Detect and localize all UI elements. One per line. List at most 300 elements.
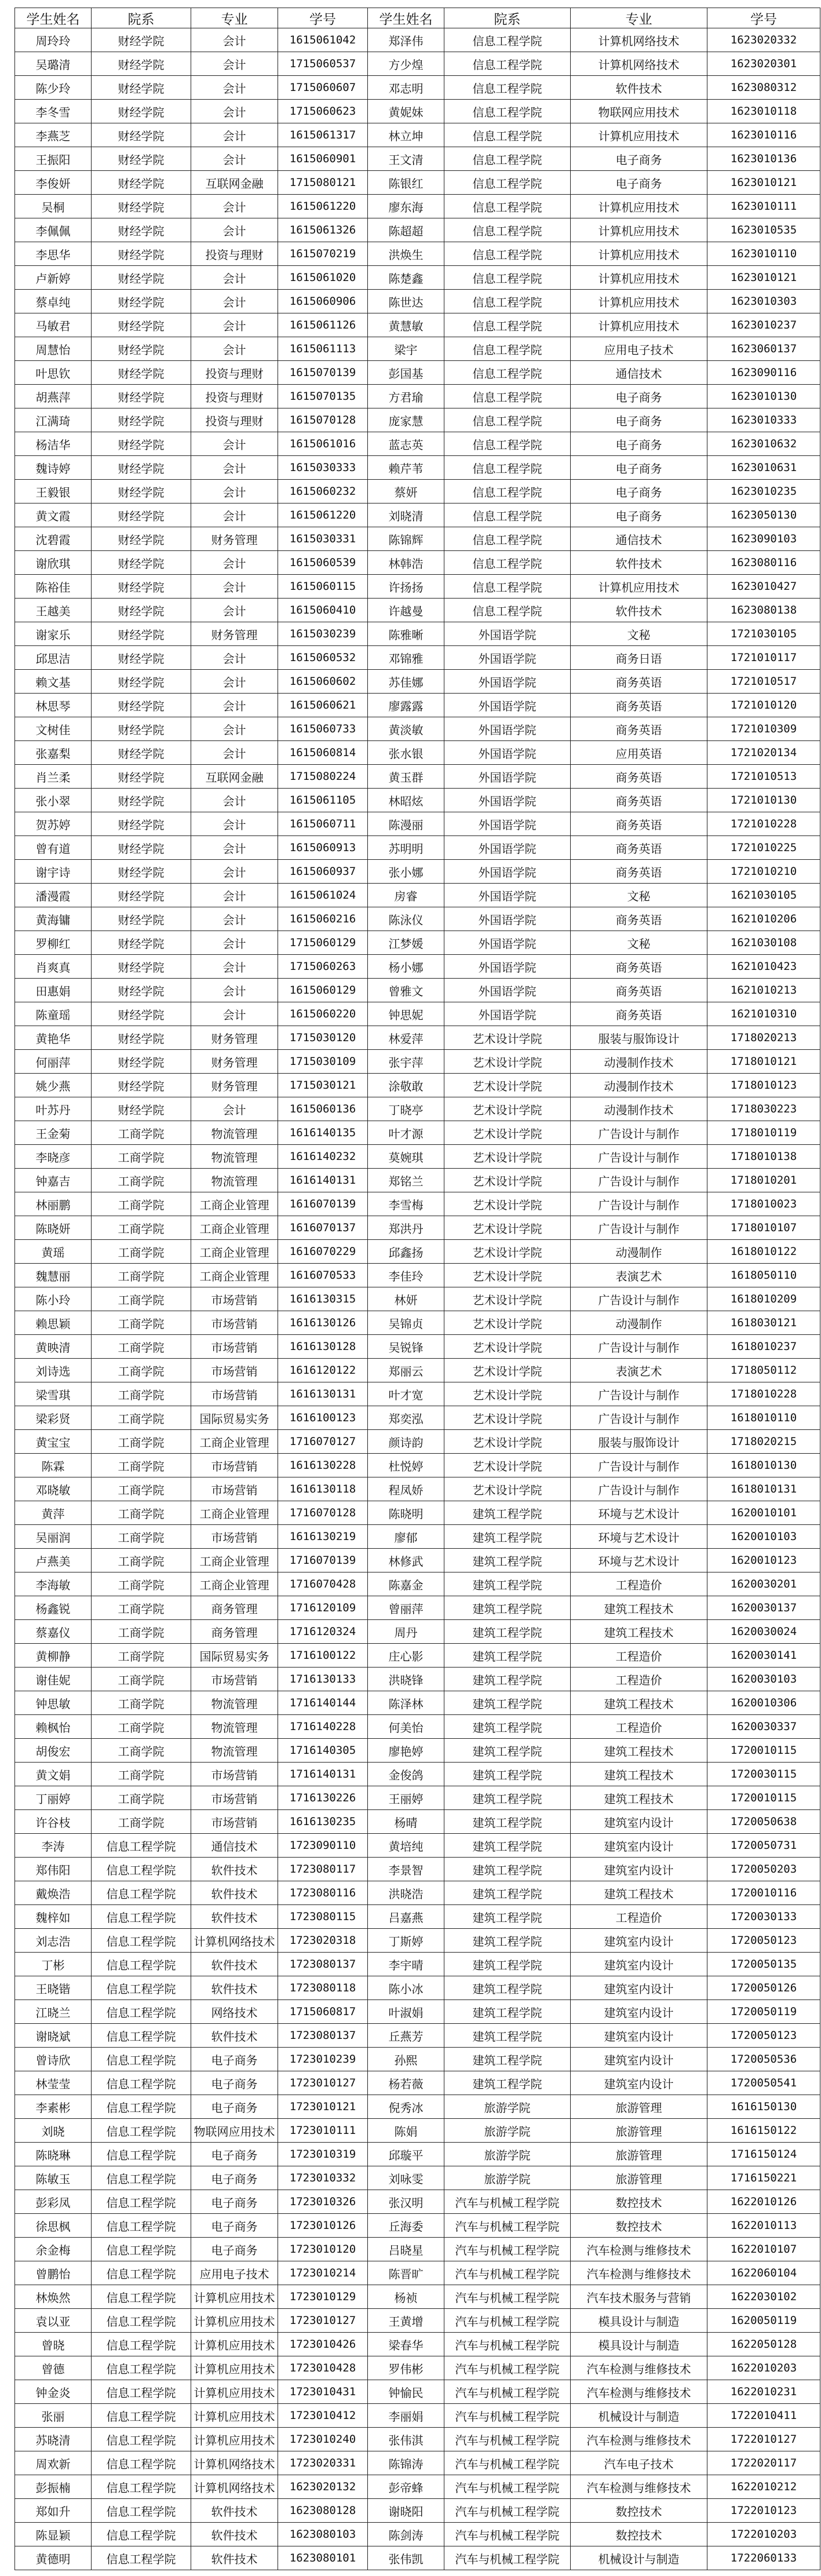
cell-major-left: 会计 (191, 907, 278, 931)
cell-student-id-left: 1723010111 (278, 2119, 368, 2143)
cell-major-left: 投资与理财 (191, 385, 278, 408)
cell-student-id-left: 1723010326 (278, 2190, 368, 2214)
cell-major-left: 商务管理 (191, 1596, 278, 1620)
cell-major-right: 商务英语 (571, 1002, 707, 1026)
cell-student-id-left: 1616130128 (278, 1335, 368, 1359)
cell-major-left: 计算机网络技术 (191, 2475, 278, 2499)
cell-student-id-right: 1623020332 (707, 28, 820, 52)
cell-department-left: 工商学院 (92, 1192, 191, 1216)
header-row (15, 8, 820, 28)
table-row (15, 361, 820, 385)
cell-major-left: 计算机网络技术 (191, 2451, 278, 2475)
cell-department-left: 信息工程学院 (92, 2190, 191, 2214)
table-row (15, 1596, 820, 1620)
cell-student-id-right: 1623010130 (707, 385, 820, 408)
cell-student-id-right: 1623010427 (707, 575, 820, 599)
cell-student-name-right: 黄妮妹 (368, 100, 444, 123)
cell-major-right: 数控技术 (571, 2190, 707, 2214)
cell-major-right: 表演艺术 (571, 1264, 707, 1287)
cell-student-id-left: 1615060913 (278, 836, 368, 860)
cell-department-left: 工商学院 (92, 1596, 191, 1620)
cell-major-right: 工程造价 (571, 1905, 707, 1929)
cell-department-left: 工商学院 (92, 1715, 191, 1739)
cell-major-right: 商务日语 (571, 646, 707, 670)
cell-department-right: 建筑工程学院 (444, 1644, 571, 1668)
cell-department-left: 信息工程学院 (92, 2309, 191, 2333)
table-row (15, 1834, 820, 1858)
cell-major-right: 旅游管理 (571, 2166, 707, 2190)
cell-student-name-left: 袁以亚 (15, 2309, 92, 2333)
table-row (15, 1216, 820, 1240)
table-row (15, 2428, 820, 2451)
cell-department-right: 外国语学院 (444, 860, 571, 884)
cell-department-right: 信息工程学院 (444, 456, 571, 480)
cell-department-right: 艺术设计学院 (444, 1192, 571, 1216)
cell-department-left: 财经学院 (92, 1026, 191, 1050)
table-row (15, 1454, 820, 1477)
cell-student-id-left: 1615070135 (278, 385, 368, 408)
cell-student-name-right: 陈超超 (368, 218, 444, 242)
cell-major-right: 动漫制作技术 (571, 1074, 707, 1097)
cell-student-name-right: 李丽娟 (368, 2404, 444, 2428)
header-student-name-left: 学生姓名 (15, 8, 92, 28)
cell-student-name-left: 余金梅 (15, 2238, 92, 2261)
cell-student-name-left: 沈碧霞 (15, 527, 92, 551)
table-row (15, 1739, 820, 1763)
cell-major-left: 市场营销 (191, 1786, 278, 1810)
cell-major-left: 计算机应用技术 (191, 2285, 278, 2309)
cell-student-name-left: 丁彬 (15, 1953, 92, 1976)
cell-student-id-right: 1623010121 (707, 266, 820, 290)
cell-student-id-left: 1616140232 (278, 1145, 368, 1169)
cell-student-name-left: 陈小玲 (15, 1287, 92, 1311)
cell-student-name-left: 曾晓 (15, 2333, 92, 2356)
cell-student-name-left: 陈少玲 (15, 76, 92, 100)
cell-major-right: 建筑室内设计 (571, 1810, 707, 1834)
cell-student-name-right: 陈楚鑫 (368, 266, 444, 290)
cell-student-name-left: 丁丽婷 (15, 1786, 92, 1810)
cell-department-left: 信息工程学院 (92, 2000, 191, 2024)
cell-student-name-left: 许谷枝 (15, 1810, 92, 1834)
cell-student-id-left: 1615060539 (278, 551, 368, 575)
cell-student-id-right: 1616150130 (707, 2095, 820, 2119)
cell-department-left: 信息工程学院 (92, 2499, 191, 2523)
table-row (15, 2071, 820, 2095)
table-row (15, 884, 820, 907)
cell-department-right: 建筑工程学院 (444, 1929, 571, 1953)
cell-student-id-left: 1723010120 (278, 2238, 368, 2261)
cell-major-right: 动漫制作技术 (571, 1050, 707, 1074)
header-major-right: 专业 (571, 8, 707, 28)
cell-department-left: 财经学院 (92, 1074, 191, 1097)
cell-department-left: 财经学院 (92, 717, 191, 741)
cell-major-right: 建筑工程技术 (571, 1881, 707, 1905)
cell-major-right: 数控技术 (571, 2523, 707, 2546)
cell-student-name-right: 苏明明 (368, 836, 444, 860)
cell-major-left: 电子商务 (191, 2071, 278, 2095)
cell-student-id-right: 1621030108 (707, 931, 820, 955)
cell-major-left: 会计 (191, 931, 278, 955)
cell-student-id-right: 1620010306 (707, 1691, 820, 1715)
cell-student-id-left: 1715060263 (278, 955, 368, 979)
cell-department-right: 建筑工程学院 (444, 1834, 571, 1858)
cell-major-right: 广告设计与制作 (571, 1382, 707, 1406)
table-row (15, 1192, 820, 1216)
cell-major-right: 文秘 (571, 931, 707, 955)
cell-department-right: 信息工程学院 (444, 147, 571, 171)
cell-major-left: 会计 (191, 313, 278, 337)
cell-major-left: 会计 (191, 195, 278, 218)
cell-department-left: 财经学院 (92, 812, 191, 836)
table-row (15, 1501, 820, 1525)
cell-student-id-left: 1615060136 (278, 1097, 368, 1121)
table-row (15, 979, 820, 1002)
cell-department-right: 建筑工程学院 (444, 1549, 571, 1572)
cell-student-id-left: 1616130131 (278, 1382, 368, 1406)
cell-department-right: 艺术设计学院 (444, 1145, 571, 1169)
cell-major-right: 商务英语 (571, 860, 707, 884)
cell-student-id-left: 1616130118 (278, 1477, 368, 1501)
cell-student-name-left: 王越美 (15, 599, 92, 622)
cell-major-right: 建筑工程技术 (571, 1763, 707, 1786)
table-row (15, 812, 820, 836)
cell-department-right: 外国语学院 (444, 931, 571, 955)
cell-major-right: 计算机网络技术 (571, 28, 707, 52)
cell-student-id-right: 1620030201 (707, 1572, 820, 1596)
cell-major-left: 会计 (191, 218, 278, 242)
cell-department-right: 信息工程学院 (444, 266, 571, 290)
table-row (15, 2404, 820, 2428)
cell-student-name-left: 蔡嘉仪 (15, 1620, 92, 1644)
cell-student-id-left: 1723090110 (278, 1834, 368, 1858)
cell-department-right: 建筑工程学院 (444, 1596, 571, 1620)
cell-student-name-right: 叶才源 (368, 1121, 444, 1145)
cell-major-left: 市场营销 (191, 1287, 278, 1311)
cell-student-id-left: 1723080137 (278, 2024, 368, 2048)
cell-department-right: 外国语学院 (444, 694, 571, 717)
cell-student-id-left: 1615061220 (278, 195, 368, 218)
cell-student-id-left: 1615060129 (278, 979, 368, 1002)
cell-student-name-left: 王毅银 (15, 480, 92, 503)
cell-student-name-right: 李宇晴 (368, 1953, 444, 1976)
cell-student-id-right: 1721010210 (707, 860, 820, 884)
cell-student-name-right: 林韩浩 (368, 551, 444, 575)
cell-department-right: 艺术设计学院 (444, 1264, 571, 1287)
cell-department-right: 艺术设计学院 (444, 1050, 571, 1074)
table-row (15, 1002, 820, 1026)
cell-student-name-right: 房睿 (368, 884, 444, 907)
cell-student-name-right: 彭帝蜂 (368, 2475, 444, 2499)
cell-student-name-left: 杨鑫锐 (15, 1596, 92, 1620)
cell-student-id-right: 1720030133 (707, 1905, 820, 1929)
cell-student-name-right: 杨晴 (368, 1810, 444, 1834)
cell-student-id-right: 1721030105 (707, 622, 820, 646)
cell-student-id-right: 1622010113 (707, 2214, 820, 2238)
cell-student-id-right: 1721020134 (707, 741, 820, 765)
cell-student-name-left: 田惠娟 (15, 979, 92, 1002)
cell-department-right: 建筑工程学院 (444, 1976, 571, 2000)
table-row (15, 2048, 820, 2071)
cell-student-name-right: 黄慧敏 (368, 313, 444, 337)
cell-department-right: 旅游学院 (444, 2095, 571, 2119)
cell-student-name-left: 曾德 (15, 2356, 92, 2380)
cell-department-left: 财经学院 (92, 741, 191, 765)
cell-student-id-right: 1722010123 (707, 2499, 820, 2523)
cell-department-left: 财经学院 (92, 884, 191, 907)
table-row (15, 694, 820, 717)
cell-student-name-left: 陈霖 (15, 1454, 92, 1477)
cell-student-name-right: 郑奕泓 (368, 1406, 444, 1430)
cell-major-left: 电子商务 (191, 2048, 278, 2071)
cell-major-left: 软件技术 (191, 2523, 278, 2546)
cell-department-left: 工商学院 (92, 1121, 191, 1145)
cell-department-left: 信息工程学院 (92, 1976, 191, 2000)
cell-student-name-left: 陈童瑶 (15, 1002, 92, 1026)
cell-department-right: 信息工程学院 (444, 313, 571, 337)
cell-major-left: 物流管理 (191, 1121, 278, 1145)
table-row (15, 741, 820, 765)
cell-student-name-left: 曾鹏怡 (15, 2261, 92, 2285)
cell-student-name-left: 林焕然 (15, 2285, 92, 2309)
cell-major-left: 互联网金融 (191, 171, 278, 195)
student-roster-table (14, 8, 820, 2570)
cell-department-left: 财经学院 (92, 955, 191, 979)
cell-student-name-right: 叶淑娟 (368, 2000, 444, 2024)
cell-student-name-right: 赖芹苇 (368, 456, 444, 480)
cell-major-left: 财务管理 (191, 527, 278, 551)
cell-student-name-right: 梁春华 (368, 2333, 444, 2356)
cell-student-id-right: 1718010023 (707, 1192, 820, 1216)
cell-department-left: 信息工程学院 (92, 1858, 191, 1881)
cell-major-left: 网络技术 (191, 2000, 278, 2024)
cell-department-left: 信息工程学院 (92, 2475, 191, 2499)
cell-student-name-right: 林昭炫 (368, 789, 444, 812)
cell-major-left: 会计 (191, 575, 278, 599)
cell-department-left: 工商学院 (92, 1668, 191, 1691)
cell-student-name-right: 丘海委 (368, 2214, 444, 2238)
cell-major-right: 计算机网络技术 (571, 52, 707, 76)
cell-student-name-right: 苏佳娜 (368, 670, 444, 694)
cell-department-left: 财经学院 (92, 385, 191, 408)
cell-student-id-left: 1615060532 (278, 646, 368, 670)
cell-student-name-right: 张伟淇 (368, 2428, 444, 2451)
cell-student-id-left: 1615070219 (278, 242, 368, 266)
cell-major-left: 会计 (191, 480, 278, 503)
cell-department-left: 财经学院 (92, 1097, 191, 1121)
cell-student-id-right: 1623010303 (707, 290, 820, 313)
cell-student-name-right: 陈雅晰 (368, 622, 444, 646)
cell-major-left: 软件技术 (191, 1881, 278, 1905)
table-row (15, 551, 820, 575)
cell-department-right: 汽车与机械工程学院 (444, 2428, 571, 2451)
cell-major-right: 软件技术 (571, 551, 707, 575)
table-row (15, 1145, 820, 1169)
cell-department-left: 工商学院 (92, 1264, 191, 1287)
cell-student-id-left: 1616130235 (278, 1810, 368, 1834)
cell-major-right: 建筑室内设计 (571, 2000, 707, 2024)
table-row (15, 955, 820, 979)
cell-major-right: 计算机应用技术 (571, 123, 707, 147)
cell-student-name-right: 何美怡 (368, 1715, 444, 1739)
table-row (15, 2214, 820, 2238)
cell-department-right: 建筑工程学院 (444, 1905, 571, 1929)
cell-student-id-right: 1620010123 (707, 1549, 820, 1572)
cell-student-id-left: 1616130228 (278, 1454, 368, 1477)
cell-student-id-left: 1616070229 (278, 1240, 368, 1264)
table-row (15, 100, 820, 123)
cell-student-name-right: 陈小冰 (368, 1976, 444, 2000)
cell-department-right: 艺术设计学院 (444, 1359, 571, 1382)
cell-student-id-right: 1618010209 (707, 1287, 820, 1311)
table-row (15, 1050, 820, 1074)
cell-major-right: 建筑室内设计 (571, 1834, 707, 1858)
cell-department-left: 财经学院 (92, 670, 191, 694)
cell-major-right: 电子商务 (571, 432, 707, 456)
cell-student-name-right: 张小娜 (368, 860, 444, 884)
cell-student-name-right: 李雪梅 (368, 1192, 444, 1216)
cell-student-name-right: 杨祯 (368, 2285, 444, 2309)
cell-student-id-left: 1716130133 (278, 1668, 368, 1691)
cell-major-right: 商务英语 (571, 955, 707, 979)
cell-department-left: 财经学院 (92, 432, 191, 456)
table-row (15, 1549, 820, 1572)
cell-student-name-right: 陈晓明 (368, 1501, 444, 1525)
cell-student-name-left: 李涛 (15, 1834, 92, 1858)
cell-department-right: 外国语学院 (444, 741, 571, 765)
cell-major-right: 商务英语 (571, 765, 707, 789)
cell-student-id-right: 1620030103 (707, 1668, 820, 1691)
cell-student-id-right: 1721010225 (707, 836, 820, 860)
cell-major-left: 会计 (191, 836, 278, 860)
cell-major-right: 模具设计与制造 (571, 2309, 707, 2333)
cell-student-name-left: 陈显颖 (15, 2523, 92, 2546)
cell-student-id-right: 1718010121 (707, 1050, 820, 1074)
cell-student-id-right: 1621010206 (707, 907, 820, 931)
cell-student-id-left: 1723010214 (278, 2261, 368, 2285)
cell-major-right: 计算机应用技术 (571, 266, 707, 290)
cell-department-right: 信息工程学院 (444, 290, 571, 313)
cell-student-name-right: 丘燕芳 (368, 2024, 444, 2048)
cell-department-left: 财经学院 (92, 52, 191, 76)
cell-major-right: 动漫制作 (571, 1240, 707, 1264)
cell-student-id-left: 1723010126 (278, 2214, 368, 2238)
cell-major-right: 商务英语 (571, 670, 707, 694)
table-row (15, 2309, 820, 2333)
table-row (15, 1929, 820, 1953)
table-row (15, 171, 820, 195)
cell-major-left: 电子商务 (191, 2238, 278, 2261)
cell-major-left: 会计 (191, 290, 278, 313)
cell-student-name-right: 刘咏雯 (368, 2166, 444, 2190)
cell-student-name-left: 杨洁华 (15, 432, 92, 456)
cell-major-left: 电子商务 (191, 2143, 278, 2166)
header-department-left: 院系 (92, 8, 191, 28)
cell-student-id-left: 1616130126 (278, 1311, 368, 1335)
cell-student-id-right: 1720050123 (707, 1929, 820, 1953)
table-row (15, 1097, 820, 1121)
cell-student-name-left: 魏梓如 (15, 1905, 92, 1929)
cell-student-id-right: 1718010138 (707, 1145, 820, 1169)
cell-major-right: 数控技术 (571, 2499, 707, 2523)
cell-department-right: 汽车与机械工程学院 (444, 2546, 571, 2570)
cell-student-id-right: 1622060104 (707, 2261, 820, 2285)
cell-student-name-left: 彭彩凤 (15, 2190, 92, 2214)
cell-major-left: 财务管理 (191, 1074, 278, 1097)
cell-student-name-right: 邱鑫扬 (368, 1240, 444, 1264)
cell-department-right: 信息工程学院 (444, 575, 571, 599)
cell-department-left: 工商学院 (92, 1810, 191, 1834)
cell-department-left: 财经学院 (92, 1002, 191, 1026)
cell-major-right: 环境与艺术设计 (571, 1501, 707, 1525)
cell-major-left: 会计 (191, 599, 278, 622)
table-row (15, 860, 820, 884)
cell-student-id-right: 1720050203 (707, 1858, 820, 1881)
table-row (15, 1311, 820, 1335)
cell-major-left: 会计 (191, 123, 278, 147)
cell-major-left: 会计 (191, 147, 278, 171)
cell-department-right: 信息工程学院 (444, 361, 571, 385)
cell-student-name-left: 李晓彦 (15, 1145, 92, 1169)
cell-student-name-right: 蓝志英 (368, 432, 444, 456)
table-row (15, 1953, 820, 1976)
cell-student-name-left: 黄柳静 (15, 1644, 92, 1668)
cell-major-right: 应用英语 (571, 741, 707, 765)
cell-student-name-right: 黄培纯 (368, 1834, 444, 1858)
cell-major-left: 会计 (191, 100, 278, 123)
cell-student-id-right: 1622010231 (707, 2380, 820, 2404)
cell-major-left: 物联网应用技术 (191, 2119, 278, 2143)
cell-student-id-left: 1616130315 (278, 1287, 368, 1311)
cell-department-left: 财经学院 (92, 551, 191, 575)
cell-department-right: 信息工程学院 (444, 503, 571, 527)
cell-major-left: 会计 (191, 76, 278, 100)
table-row (15, 337, 820, 361)
cell-major-left: 计算机应用技术 (191, 2333, 278, 2356)
cell-student-id-right: 1620030137 (707, 1596, 820, 1620)
cell-department-left: 工商学院 (92, 1644, 191, 1668)
cell-major-right: 计算机应用技术 (571, 290, 707, 313)
cell-student-name-left: 陈晓琳 (15, 2143, 92, 2166)
cell-student-name-right: 郑铭兰 (368, 1169, 444, 1192)
cell-department-left: 工商学院 (92, 1620, 191, 1644)
cell-major-left: 会计 (191, 884, 278, 907)
cell-department-left: 信息工程学院 (92, 1929, 191, 1953)
table-row (15, 2523, 820, 2546)
cell-student-name-left: 曾有道 (15, 836, 92, 860)
cell-student-name-left: 潘漫霞 (15, 884, 92, 907)
cell-student-name-left: 卢新婷 (15, 266, 92, 290)
cell-department-right: 艺术设计学院 (444, 1287, 571, 1311)
cell-department-right: 旅游学院 (444, 2119, 571, 2143)
cell-student-id-right: 1722010411 (707, 2404, 820, 2428)
cell-major-left: 工商企业管理 (191, 1240, 278, 1264)
cell-student-name-left: 卢燕美 (15, 1549, 92, 1572)
cell-department-right: 建筑工程学院 (444, 1501, 571, 1525)
cell-department-right: 建筑工程学院 (444, 1810, 571, 1834)
header-student-id-left: 学号 (278, 8, 368, 28)
cell-student-id-left: 1615030333 (278, 456, 368, 480)
cell-student-id-left: 1715060129 (278, 931, 368, 955)
cell-student-name-left: 徐思枫 (15, 2214, 92, 2238)
table-row (15, 2000, 820, 2024)
cell-major-left: 会计 (191, 266, 278, 290)
cell-student-name-left: 王金菊 (15, 1121, 92, 1145)
cell-major-right: 建筑工程技术 (571, 1786, 707, 1810)
cell-student-id-right: 1618010130 (707, 1454, 820, 1477)
cell-major-right: 电子商务 (571, 171, 707, 195)
table-row (15, 290, 820, 313)
cell-department-left: 信息工程学院 (92, 2214, 191, 2238)
